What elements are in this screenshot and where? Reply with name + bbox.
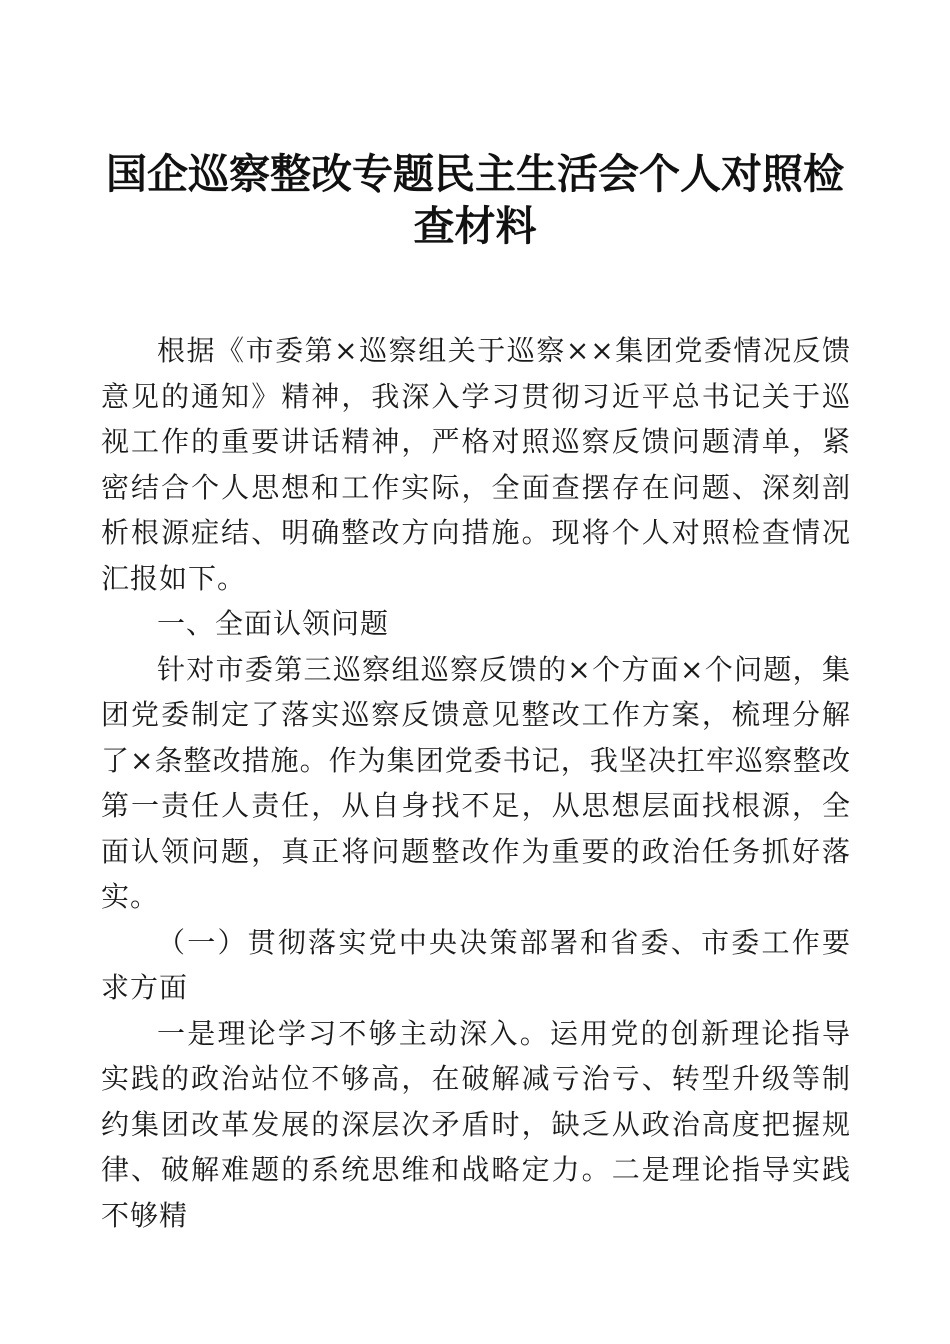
subsection-heading-1: （一）贯彻落实党中央决策部署和省委、市委工作要求方面 [101, 925, 851, 1004]
document-title: 国企巡察整改专题民主生活会个人对照检查材料 [106, 150, 844, 250]
subsection-1-paragraph: 一是理论学习不够主动深入。运用党的创新理论指导实践的政治站位不够高，在破解减亏治亏、转型升级等制约集团改革发展的深层次矛盾时，缺乏从政治高度把握规律、破解难题的系统思维和战略定力。二是理论指导实践不够精 [101, 1016, 851, 1232]
document-body [101, 328, 851, 1238]
intro-paragraph: 根据《市委第×巡察组关于巡察××集团党委情况反馈意见的通知》精神，我深入学习贯彻习近平总书记关于巡视工作的重要讲话精神，严格对照巡察反馈问题清单，紧密结合个人思想和工作实际，全面查摆存在问题、深刻剖析根源症结、明确整改方向措施。现将个人对照检查情况汇报如下。 [101, 334, 851, 595]
section-1-paragraph: 针对市委第三巡察组巡察反馈的×个方面×个问题，集团党委制定了落实巡察反馈意见整改工作方案，梳理分解了×条整改措施。作为集团党委书记，我坚决扛牢巡察整改第一责任人责任，从自身找不足，从思想层面找根源，全面认领问题，真正将问题整改作为重要的政治任务抓好落实。 [101, 652, 851, 913]
section-heading-1: 一、全面认领问题 [157, 607, 390, 640]
